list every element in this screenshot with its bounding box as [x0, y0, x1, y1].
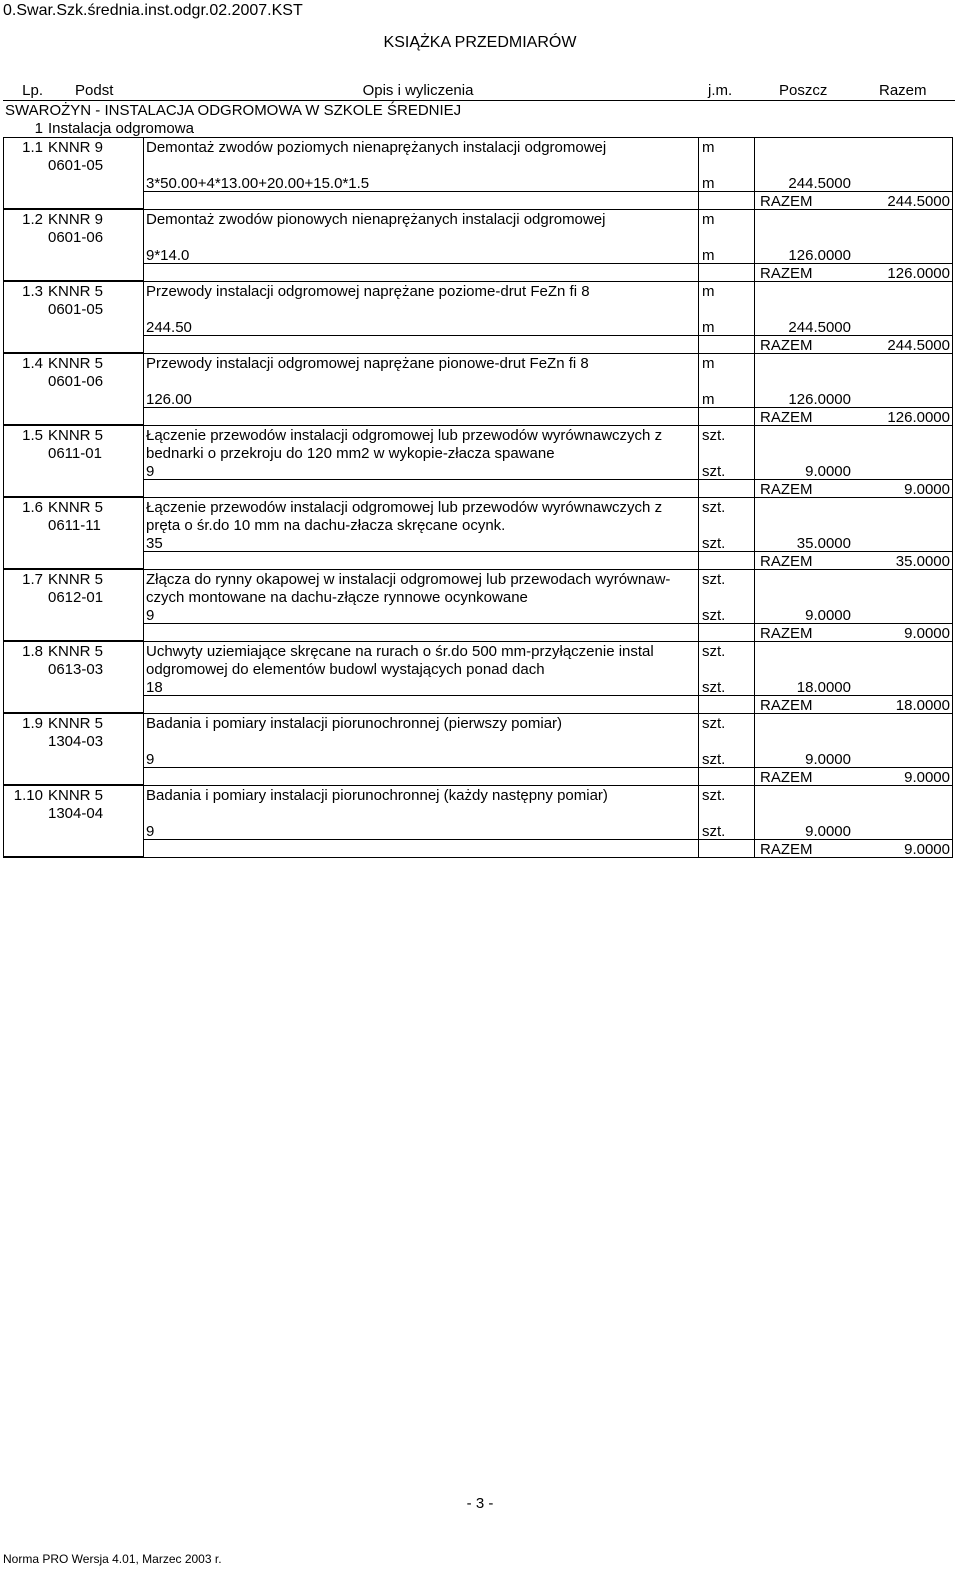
position-lp: 1.3 — [22, 283, 43, 300]
grid-line-vertical — [754, 497, 755, 569]
razem-value: 126.0000 — [887, 409, 950, 426]
position-lp: 1.6 — [22, 499, 43, 516]
position-catalog-code: 1304-04 — [48, 805, 104, 822]
position-row — [3, 281, 955, 353]
position-lp: 1.8 — [22, 643, 43, 660]
grid-line-horizontal — [3, 209, 953, 210]
position-catalog: KNNR 9 — [48, 211, 104, 228]
position-catalog: KNNR 5 — [48, 283, 104, 300]
position-catalog: KNNR 5 — [48, 787, 104, 804]
position-row — [3, 785, 955, 857]
position-formula: 9 — [146, 751, 155, 768]
position-formula: 3*50.00+4*13.00+20.00+15.0*1.5 — [146, 175, 370, 192]
grid-line-vertical — [952, 497, 953, 569]
grid-line-vertical — [754, 137, 755, 209]
position-row — [3, 641, 955, 713]
grid-line-vertical — [754, 353, 755, 425]
position-catalog-code: 0611-11 — [48, 517, 101, 534]
razem-label: RAZEM — [760, 481, 813, 498]
position-row — [3, 713, 955, 785]
grid-line-vertical — [754, 713, 755, 785]
position-catalog-code: 0611-01 — [48, 445, 102, 462]
grid-line-vertical — [143, 281, 144, 353]
position-row — [3, 137, 955, 209]
grid-line-vertical — [754, 641, 755, 713]
grid-line-vertical — [952, 353, 953, 425]
position-unit: szt. — [702, 427, 726, 444]
formula-value: 18.0000 — [796, 679, 851, 696]
grid-line-vertical — [143, 353, 144, 425]
grid-line-vertical — [952, 209, 953, 281]
position-description: Uchwyty uziemiające skręcane na rurach o śr.do 500 mm-przyłączenie instal odgromowej do elementów budowl wystających ponad dach — [146, 643, 654, 678]
grid-line-vertical — [754, 209, 755, 281]
position-lp: 1.5 — [22, 427, 43, 444]
section-row — [3, 119, 955, 137]
estimate-table — [3, 81, 955, 858]
razem-value: 244.5000 — [887, 193, 950, 210]
grid-line-vertical — [698, 713, 699, 785]
position-unit: m — [702, 355, 715, 372]
position-formula: 9*14.0 — [146, 247, 190, 264]
table-bottom-line — [3, 857, 953, 858]
grid-line-vertical — [698, 281, 699, 353]
footer-software: Norma PRO Wersja 4.01, Marzec 2003 r. — [3, 1552, 222, 1566]
position-lp: 1.7 — [22, 571, 43, 588]
position-formula: 35 — [146, 535, 163, 552]
section-number: 1 — [34, 120, 43, 137]
position-description: Złącza do rynny okapowej w instalacji odgromowej lub przewodach wyrównaw-czych montowane na dachu-złącze rynnowe ocynkowane — [146, 571, 671, 606]
position-catalog-code: 0613-03 — [48, 661, 104, 678]
grid-line-vertical — [698, 569, 699, 641]
position-unit: szt. — [702, 643, 726, 660]
position-row — [3, 569, 955, 641]
position-description: Łączenie przewodów instalacji odgromowej lub przewodów wyrównawczych z bednarki o przekroju do 120 mm2 w wykopie-złacza spawane — [146, 427, 663, 462]
position-catalog: KNNR 5 — [48, 355, 104, 372]
header-lp: Lp. — [22, 82, 43, 99]
position-catalog-code: 0601-06 — [48, 229, 104, 246]
formula-value: 126.0000 — [788, 247, 851, 264]
grid-line-vertical — [143, 209, 144, 281]
grid-line-vertical — [698, 497, 699, 569]
formula-value: 9.0000 — [805, 463, 851, 480]
razem-label: RAZEM — [760, 265, 813, 282]
grid-line-horizontal — [3, 137, 953, 138]
position-description: Demontaż zwodów pionowych nienaprężanych instalacji odgromowej — [146, 211, 606, 228]
grid-line-vertical — [698, 137, 699, 209]
grid-line-vertical — [754, 569, 755, 641]
grid-line-vertical — [698, 209, 699, 281]
position-catalog-code: 0601-06 — [48, 373, 104, 390]
razem-value: 9.0000 — [904, 625, 950, 642]
razem-value: 9.0000 — [904, 841, 950, 858]
grid-line-vertical — [698, 785, 699, 857]
grid-line-vertical — [754, 281, 755, 353]
razem-value: 126.0000 — [887, 265, 950, 282]
grid-line-vertical — [143, 425, 144, 497]
formula-value: 35.0000 — [796, 535, 851, 552]
grid-line-horizontal — [3, 497, 953, 498]
section-name: Instalacja odgromowa — [48, 120, 194, 137]
grid-line-horizontal — [3, 569, 953, 570]
position-catalog: KNNR 5 — [48, 427, 104, 444]
formula-unit: szt. — [702, 823, 726, 840]
position-catalog: KNNR 5 — [48, 499, 104, 516]
formula-unit: m — [702, 247, 715, 264]
grid-line-vertical — [952, 281, 953, 353]
grid-line-horizontal — [3, 641, 953, 642]
grid-line-vertical — [952, 137, 953, 209]
formula-unit: szt. — [702, 679, 726, 696]
position-formula: 9 — [146, 823, 155, 840]
grid-line-vertical — [698, 425, 699, 497]
formula-unit: m — [702, 391, 715, 408]
razem-value: 9.0000 — [904, 481, 950, 498]
grid-line-vertical — [143, 497, 144, 569]
header-podst: Podst — [75, 82, 114, 99]
formula-unit: m — [702, 175, 715, 192]
razem-label: RAZEM — [760, 553, 813, 570]
position-row — [3, 497, 955, 569]
book-title: KSIĄŻKA PRZEDMIARÓW — [383, 34, 577, 51]
document-file-title: 0.Swar.Szk.średnia.inst.odgr.02.2007.KST — [3, 2, 303, 19]
positions-list — [3, 137, 955, 858]
formula-value: 9.0000 — [805, 751, 851, 768]
header-razem: Razem — [879, 82, 927, 99]
position-description: Demontaż zwodów poziomych nienaprężanych instalacji odgromowej — [146, 139, 607, 156]
razem-label: RAZEM — [760, 841, 813, 858]
grid-line-vertical — [143, 713, 144, 785]
razem-value: 244.5000 — [887, 337, 950, 354]
grid-line-vertical — [143, 137, 144, 209]
position-lp: 1.1 — [22, 139, 43, 156]
position-description: Łączenie przewodów instalacji odgromowej lub przewodów wyrównawczych z pręta o śr.do 10 mm na dachu-złacza skręcane ocynk. — [146, 499, 663, 534]
position-catalog: KNNR 5 — [48, 571, 104, 588]
position-description: Badania i pomiary instalacji piorunochronnej (pierwszy pomiar) — [146, 715, 563, 732]
grid-line-vertical — [952, 785, 953, 857]
formula-unit: szt. — [702, 463, 726, 480]
grid-line-vertical — [143, 569, 144, 641]
table-header — [3, 81, 955, 101]
position-row — [3, 425, 955, 497]
grid-line-vertical — [754, 785, 755, 857]
position-unit: szt. — [702, 571, 726, 588]
position-formula: 18 — [146, 679, 163, 696]
razem-value: 9.0000 — [904, 769, 950, 786]
grid-line-vertical — [143, 641, 144, 713]
position-formula: 9 — [146, 607, 155, 624]
position-catalog: KNNR 5 — [48, 715, 104, 732]
razem-label: RAZEM — [760, 769, 813, 786]
position-catalog-code: 1304-03 — [48, 733, 104, 750]
formula-value: 244.5000 — [788, 175, 851, 192]
formula-value: 126.0000 — [788, 391, 851, 408]
position-lp: 1.2 — [22, 211, 43, 228]
formula-value: 9.0000 — [805, 823, 851, 840]
position-row — [3, 209, 955, 281]
formula-unit: szt. — [702, 607, 726, 624]
position-unit: szt. — [702, 715, 726, 732]
grid-line-vertical — [143, 785, 144, 857]
position-unit: szt. — [702, 787, 726, 804]
position-catalog: KNNR 5 — [48, 643, 104, 660]
position-formula: 9 — [146, 463, 155, 480]
razem-label: RAZEM — [760, 337, 813, 354]
position-catalog: KNNR 9 — [48, 139, 104, 156]
position-row — [3, 353, 955, 425]
position-catalog-code: 0601-05 — [48, 157, 104, 174]
grid-line-vertical — [952, 641, 953, 713]
position-unit: m — [702, 211, 715, 228]
position-unit: m — [702, 139, 715, 156]
position-catalog-code: 0612-01 — [48, 589, 104, 606]
grid-line-horizontal — [3, 281, 953, 282]
formula-unit: szt. — [702, 535, 726, 552]
project-title: SWAROŻYN - INSTALACJA ODGROMOWA W SZKOLE ŚREDNIEJ — [5, 102, 462, 119]
header-poszcz: Poszcz — [779, 82, 828, 99]
position-lp: 1.4 — [22, 355, 43, 372]
razem-label: RAZEM — [760, 625, 813, 642]
grid-line-horizontal — [3, 425, 953, 426]
formula-value: 9.0000 — [805, 607, 851, 624]
page-number: - 3 - — [466, 1495, 494, 1512]
grid-line-vertical — [952, 425, 953, 497]
position-description: Badania i pomiary instalacji piorunochronnej (każdy następny pomiar) — [146, 787, 608, 804]
razem-label: RAZEM — [760, 697, 813, 714]
position-description: Przewody instalacji odgromowej naprężane pionowe-drut FeZn fi 8 — [146, 355, 589, 372]
position-lp: 1.10 — [13, 787, 43, 804]
position-formula: 126.00 — [146, 391, 192, 408]
grid-line-horizontal — [3, 353, 953, 354]
project-title-row — [3, 101, 955, 119]
grid-line-horizontal — [3, 713, 953, 714]
grid-line-vertical — [952, 713, 953, 785]
grid-line-vertical — [698, 641, 699, 713]
position-unit: szt. — [702, 499, 726, 516]
razem-value: 35.0000 — [895, 553, 950, 570]
formula-value: 244.5000 — [788, 319, 851, 336]
position-unit: m — [702, 283, 715, 300]
formula-unit: m — [702, 319, 715, 336]
formula-unit: szt. — [702, 751, 726, 768]
position-lp: 1.9 — [22, 715, 43, 732]
header-opis: Opis i wyliczenia — [362, 82, 474, 99]
grid-line-vertical — [952, 569, 953, 641]
position-description: Przewody instalacji odgromowej naprężane poziome-drut FeZn fi 8 — [146, 283, 590, 300]
grid-line-horizontal — [3, 785, 953, 786]
razem-label: RAZEM — [760, 193, 813, 210]
grid-line-vertical — [754, 425, 755, 497]
position-formula: 244.50 — [146, 319, 192, 336]
position-catalog-code: 0601-05 — [48, 301, 104, 318]
razem-label: RAZEM — [760, 409, 813, 426]
razem-value: 18.0000 — [895, 697, 950, 714]
grid-line-vertical — [698, 353, 699, 425]
header-jm: j.m. — [708, 82, 733, 99]
